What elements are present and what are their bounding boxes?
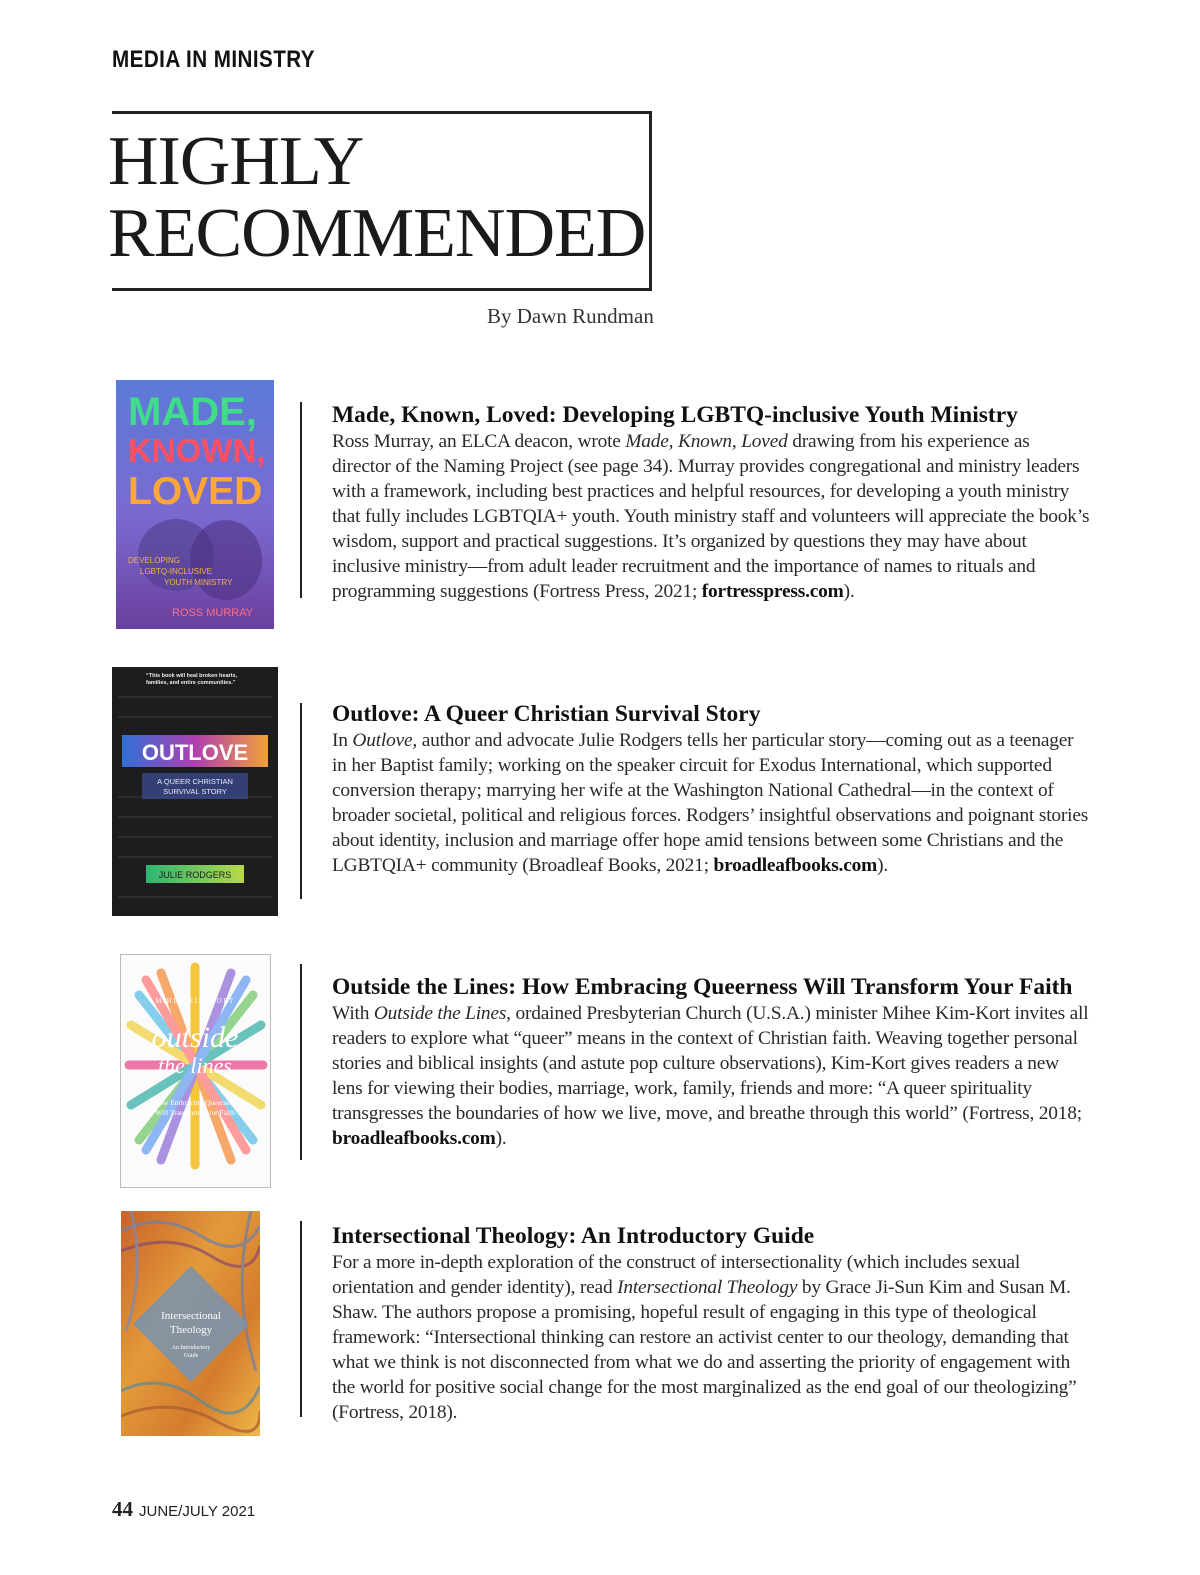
divider-rule	[300, 1221, 302, 1417]
book-cover-made-known-loved	[116, 380, 274, 629]
book-cover-outlove	[112, 667, 278, 916]
cover-subtitle-2: SURVIVAL STORY	[163, 787, 227, 796]
title-line-1: HIGHLY	[108, 123, 364, 200]
book-cover-intersectional-theology	[121, 1211, 260, 1436]
title-line-2: RECOMMENDED	[108, 195, 646, 272]
entry-body: With Outside the Lines, ordained Presbyterian Church (U.S.A.) minister Mihee Kim-Kort invites all readers to explore what “queer” means in the context of Christian faith. Weaving together personal stories and biblical insights (and astute pop culture observations), Kim-Kort gives readers a new lens for viewing their bodies, marriage, work, family, friends and more: “A queer spirituality transgresses the boundaries of how we live, move, and breathe through this world” (Fortress, 2018; broadleafbooks.com).	[332, 1003, 1089, 1149]
cover-subtitle-1: An Introductory	[171, 1345, 211, 1351]
cover-subtitle-1: A QUEER CHRISTIAN	[157, 777, 233, 786]
entry-body: In Outlove, author and advocate Julie Rodgers tells her particular story—coming out as a teenager in her Baptist family; working on the speaker circuit for Exodus International, which supported conversion therapy; marrying her wife at the Washington National Cathedral—in the context of broader societal, political and religious forces. Rodgers’ insightful observations and poignant stories about identity, inclusion and marriage offer hope amid tensions between some Christians and the LGBTQIA+ community (Broadleaf Books, 2021; broadleafbooks.com).	[332, 730, 1089, 876]
divider-rule	[300, 402, 302, 598]
publisher-link[interactable]: broadleafbooks.com	[713, 855, 878, 876]
review-entry	[332, 973, 1092, 1151]
entry-title: Intersectional Theology: An Introductory Guide	[332, 1223, 815, 1249]
entry-title: Made, Known, Loved: Developing LGBTQ-inclusive Youth Ministry	[332, 402, 1018, 428]
cover-title-1: outside	[151, 1021, 239, 1054]
entry-body: For a more in-depth exploration of the construct of intersectionality (which includes sexual orientation and gender identity), read Intersectional Theology by Grace Ji-Sun Kim and Susan M. Shaw. The authors propose a promising, hopeful result of engaging in this type of theological framework: “Intersectional thinking can restore an activist center to our theology, demanding that what we think is not disconnected from what we do and asserting the priority of engagement with the world for positive social change for the most marginalized as the end goal of our theologizing” (Fortress, 2018).	[332, 1252, 1077, 1423]
cover-subtitle-1: How Embracing Queerness	[153, 1098, 237, 1107]
book-title-italic: Outlove,	[352, 730, 418, 751]
cover-author: MIHEE KIM-KORT	[155, 997, 235, 1005]
page-number: 44	[112, 1497, 133, 1521]
publisher-link[interactable]: broadleafbooks.com	[332, 1128, 496, 1149]
review-entry	[332, 700, 1092, 878]
cover-subtitle-2: LGBTQ-INCLUSIVE	[140, 567, 213, 576]
section-label: MEDIA IN MINISTRY	[112, 46, 316, 73]
cover-title-2: the lines	[158, 1053, 232, 1078]
cover-line-1: MADE,	[128, 390, 257, 434]
publisher-link[interactable]: fortresspress.com	[701, 581, 844, 602]
cover-title-1: Intersectional	[161, 1310, 221, 1322]
issue-date: JUNE/JULY 2021	[139, 1503, 256, 1520]
entry-title: Outlove: A Queer Christian Survival Story	[332, 701, 761, 727]
page-footer	[112, 1497, 255, 1522]
cover-author: JULIE RODGERS	[158, 870, 232, 880]
review-entry	[332, 1222, 1092, 1425]
cover-subtitle-2: Guide	[183, 1353, 199, 1359]
cover-line-3: LOVED	[128, 470, 263, 513]
book-title-italic: Intersectional Theology	[617, 1277, 798, 1298]
book-title-italic: Outside the Lines,	[373, 1003, 511, 1024]
book-cover-outside-the-lines	[120, 954, 271, 1188]
entry-title: Outside the Lines: How Embracing Queerness Will Transform Your Faith	[332, 974, 1073, 1000]
page-title	[108, 123, 646, 272]
divider-rule	[300, 964, 302, 1160]
cover-title: OUTLOVE	[141, 740, 249, 765]
book-title-italic: Made, Known, Loved	[625, 431, 788, 452]
entry-body: Ross Murray, an ELCA deacon, wrote Made, Known, Loved drawing from his experience as director of the Naming Project (see page 34). Murray provides congregational and ministry leaders with a framework, including best practices and helpful resources, for developing a youth ministry that fully includes LGBTQIA+ youth. Youth ministry staff and volunteers will appreciate the book’s wisdom, support and practical suggestions. It’s organized by questions they may have about inclusive ministry—from adult leader recruitment and the importance of names to rituals and programming suggestions (Fortress Press, 2021; fortresspress.com).	[332, 431, 1090, 602]
cover-author: ROSS MURRAY	[172, 607, 254, 619]
cover-subtitle-2: Will Transform Your Faith	[155, 1108, 235, 1117]
cover-line-2: KNOWN,	[128, 432, 266, 469]
cover-subtitle-1: DEVELOPING	[128, 556, 181, 565]
byline: By Dawn Rundman	[487, 304, 654, 328]
divider-rule	[300, 703, 302, 899]
cover-quote: “This book will heal broken hearts, families, and entire communities.”	[146, 673, 238, 686]
cover-title-2: Theology	[169, 1324, 213, 1336]
cover-subtitle-3: YOUTH MINISTRY	[164, 578, 233, 587]
review-entry	[332, 401, 1092, 604]
